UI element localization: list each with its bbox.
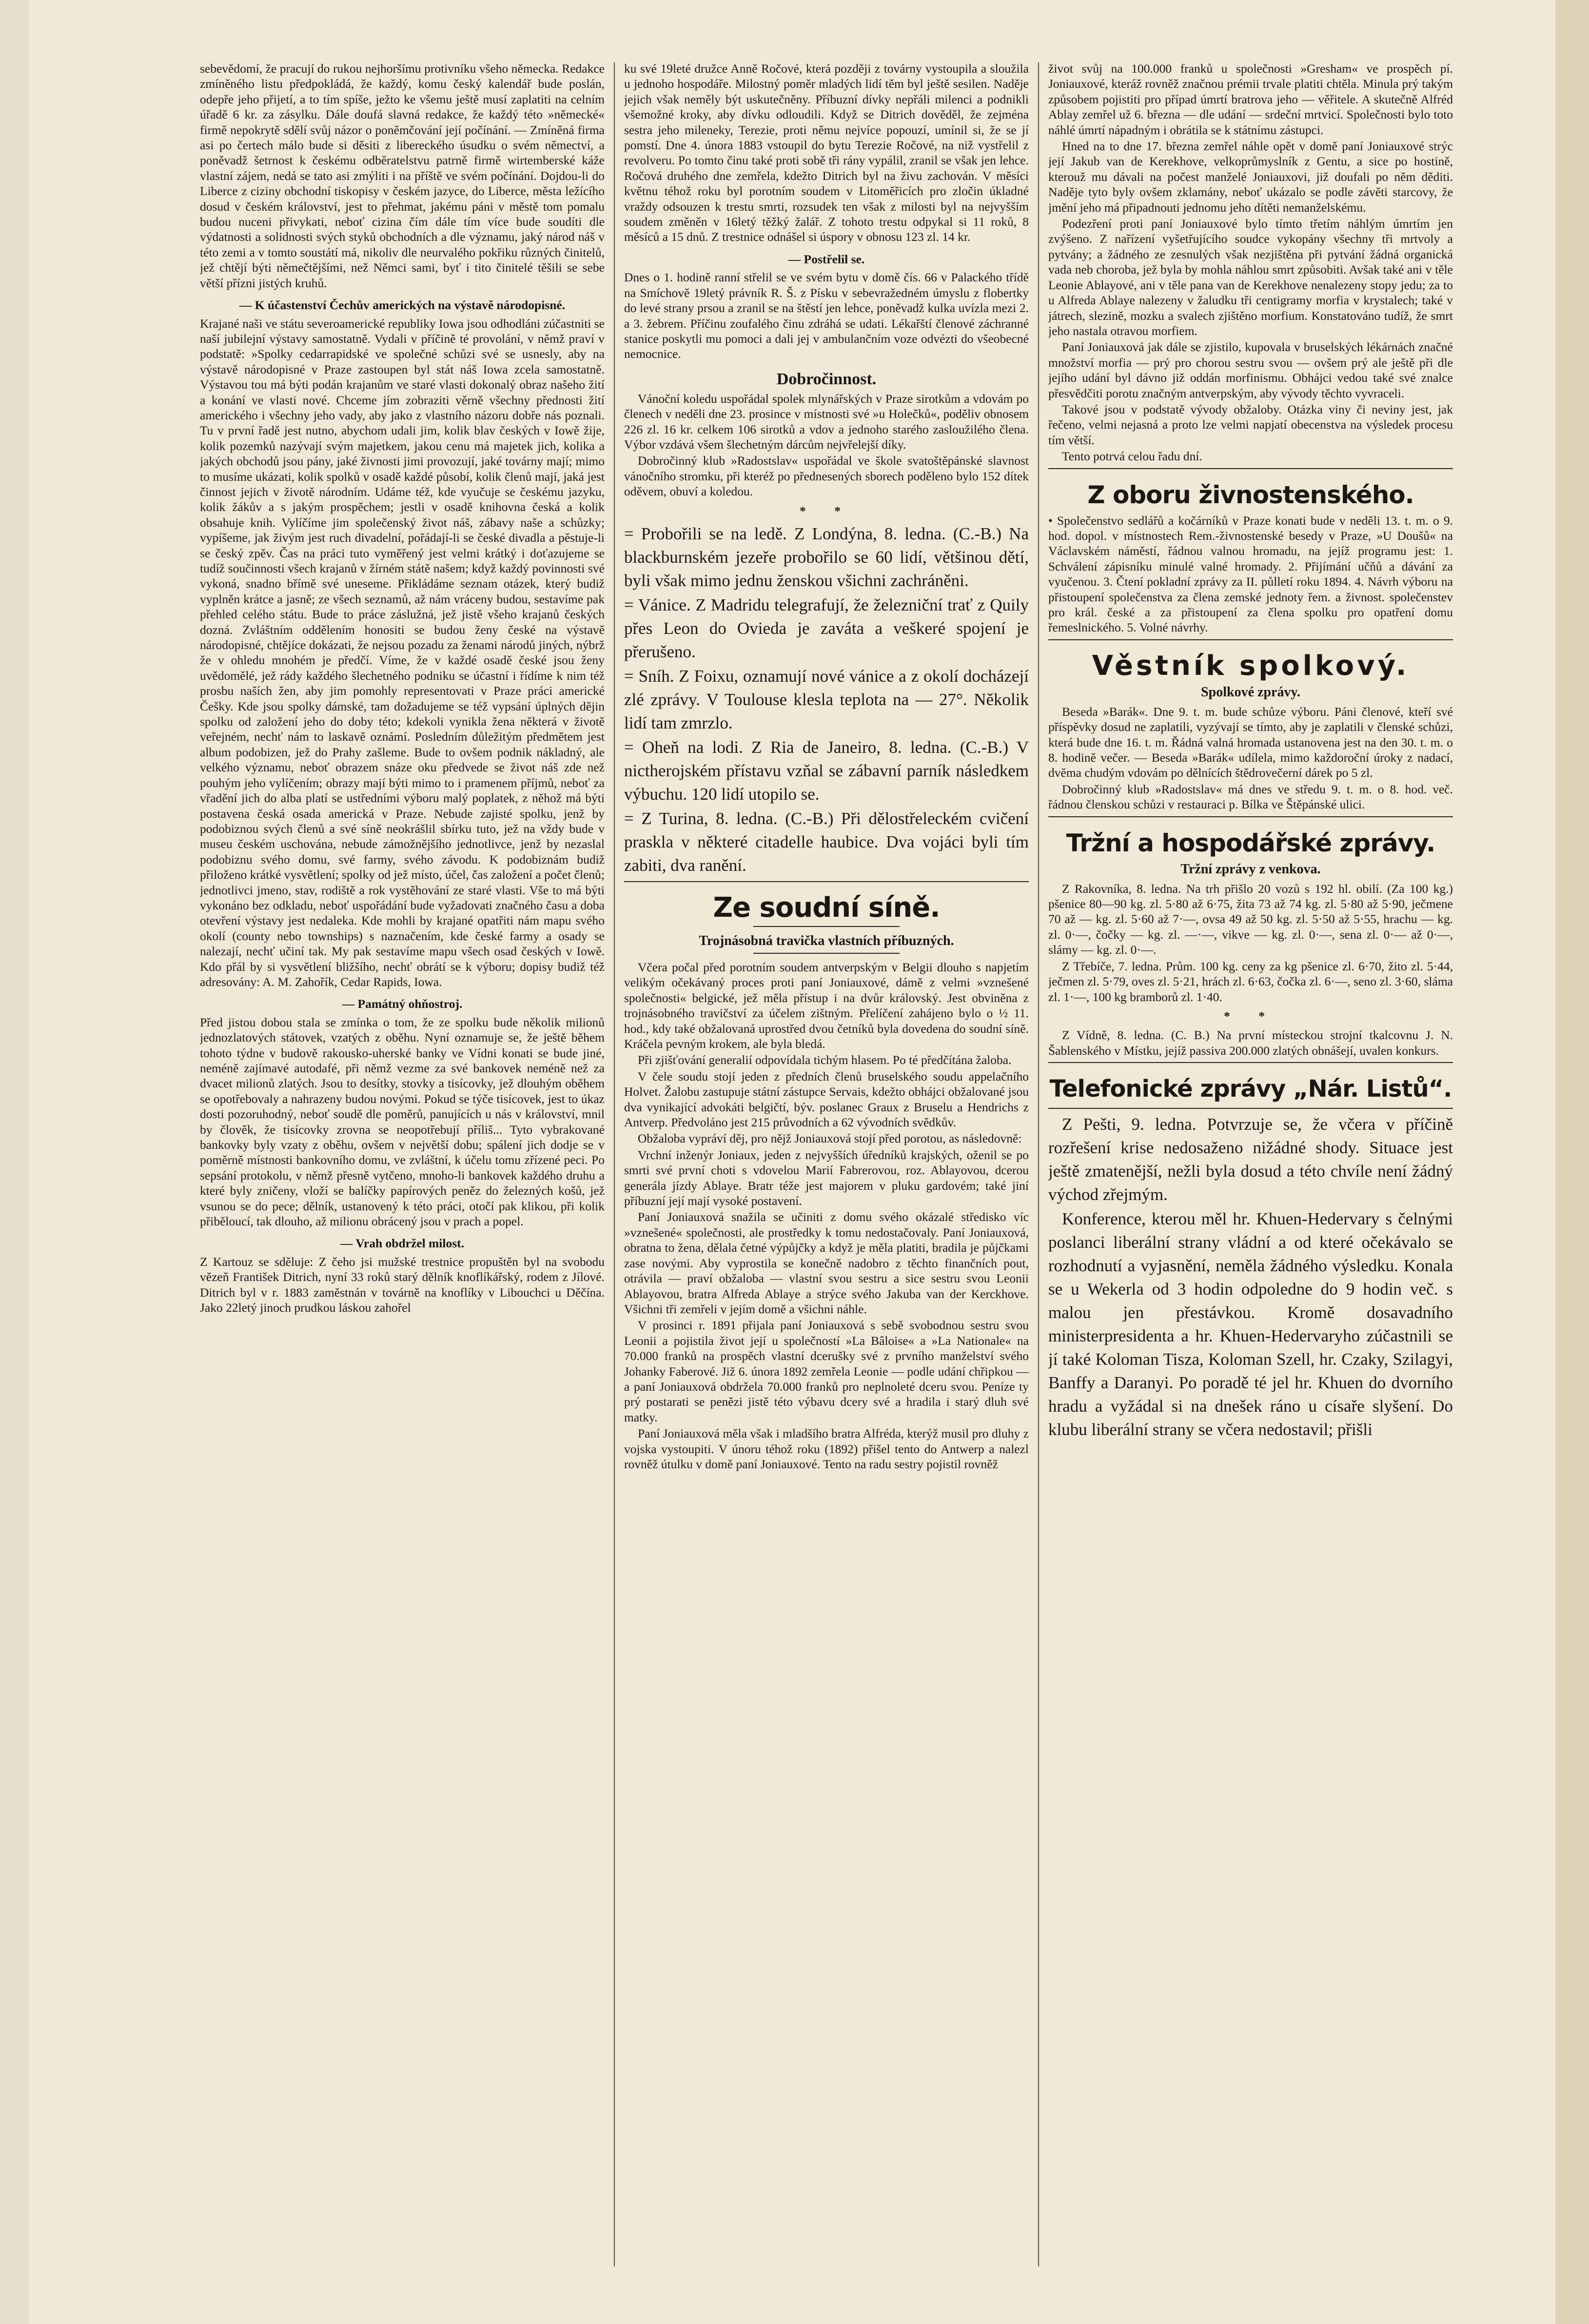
charity-paragraph-1: Vánoční koledu uspořádal spolek mlynářských v Praze sirotkům a vdovám po členech v neděli dne 23. prosince v místnosti své »u Holečků«, poděliv obnosem 226 zl. 16 kr. celkem 106 sirotků a vdov a jednoho starého zasloužilého člena. Výbor vzdává všem šlechetným dárcům nejvřelejší díky.: [624, 391, 1029, 452]
heading-underline: [753, 926, 900, 927]
column-1: [200, 61, 605, 2275]
column-rule-2: [1038, 62, 1039, 2266]
column-3: [1048, 61, 1453, 2275]
paper-right-edge: [1555, 0, 1589, 2324]
column1-paragraph-1: sebevědomí, že pracují do rukou nejhoršímu protivníku všeho německa. Redakce zmíněného listu předpokládá, že každý, komu český kalendář bude poslán, odepře jeho přijetí, a to tím spíše, ježto ke všemu ještě musí zaplatiti na celním úřadě 6 kr. za zásylku. Dále doufá slavná redakce, že každý této »německé« firmě nepokrytě sdělí svůj názor o poněmčování její počínání. — Zmíněná firma asi po čertech málo bude si děsiti z libereckého úsudku o svém němectví, a poněvadž šetrnost k českému odběratelstvu patrně firmě wirtemberské káže vlastní zájem, nedá se tato asi zmýliti i na příště ve svém počínání. Dojdou-li do Liberce z ciziny obchodní tiskopisy v českém jazyce, do Liberce, města ležícího dosud v českém království, jest to přehmat, jakému páni v městě tom pomalu budou nuceni přivykati, neboť cizina čím dále tím více bude soudíti dle výdatnosti a solidnosti svých styků obchodních a dle významu, jaký národ náš v této zemi a v tomto soustátí má, nikoliv dle neurvalého pokřiku různých činitelů, jež chtějí býti němečtějšími, než Němci sami, byť i tito činitelé těšili se sebe větší přízni jistých kruhů.: [200, 61, 605, 290]
article-title-iowa: — K účastenství Čechův amerických na výstavě národopisné.: [239, 298, 566, 313]
column2-paragraph-2: Dnes o 1. hodině ranní střelil se ve svém bytu v domě čís. 66 v Palackého třídě na Smíchově 19letý právník R. Š. z Písku v sebevražedném úmyslu z flobertky do levé strany prsou a zranil se na štěstí jen lehce, poněvadž kulka uvízla mezi 2. a 3. žebrem. Příčinu zoufalého činu zdráhá se udati. Lékařští členové záchranné stanice poskytli mu pomoci a dali jej v ambulančním voze odvézti do všeobecné nemocnice.: [624, 270, 1029, 361]
court-paragraph-8: Paní Joniauxová měla však i mladšího bratra Alfréda, kterýž musil pro dluhy z vojska vystoupiti. V únoru téhož roku (1892) přišel tento do Antwerp a nalezl rovněž útulku v domě paní Joniauxové. Tento na radu sestry pojistil rovněž: [624, 1426, 1029, 1471]
economy-paragraph-1: Z Rakovníka, 8. ledna. Na trh přišlo 20 vozů s 192 hl. obilí. (Za 100 kg.) pšenice 80—90 kg. zl. 5·80 až 6·75, žita 73 až 74 kg. zl. 5·80 až 5·90, ječmene 70 až — kg. zl. 5·60 až 7·—, ovsa 49 až 50 kg. zl. 5·50 až 5·55, hrachu — kg. zl. 0·—, čočky — kg. zl. —·—, vikve — kg. zl. 0·—, sena zl. 0·— až 0·—, slámy — kg. zl. 0·—.: [1048, 881, 1453, 957]
news-item-blizzard: = Vánice. Z Madridu telegrafují, že železniční trať z Quily přes Leon do Ovieda je zaváta a veškeré spojení je přerušeno.: [624, 595, 1029, 661]
news-item-snow: = Sníh. Z Foixu, oznamují nové vánice a z okolí docházejí zlé zprávy. V Toulouse klesla teplota na — 27°. Několik lidí tam zmrzlo.: [624, 666, 1029, 732]
column1-paragraph-4: Z Kartouz se sděluje: Z čeho jsi mužské trestnice propuštěn byl na svobodu vězeň František Ditrich, nyní 33 roků starý dělník knoflíkářský, rodem z Jílové. Ditrich byl v r. 1883 zaměstnán v továrně na knoflíky v Libouchci u Děčína. Jako 22letý jinoch prudkou láskou zahořel: [200, 1254, 605, 1315]
column3-paragraph-2: Hned na to dne 17. března zemřel náhle opět v domě paní Joniauxové strýc její Jakub van de Kerekhove, velkoprůmyslník z Gentu, a sice po hostině, kterouž mu dávali na počest manželé Joniauxovi, již doufali po něm děditi. Naděje tyto byly ovšem zklamány, neboť ukázalo se podle závěti starcovy, že jmění jeho má připadnouti jednomu jeho dítěti nemanželskému.: [1048, 139, 1453, 215]
economy-paragraph-3: Z Vídně, 8. ledna. (C. B.) Na první místeckou strojní tkalcovnu J. N. Šablenského v Místku, jejíž passiva 200.000 zlatých obnášejí, uvalen konkurs.: [1048, 1028, 1453, 1058]
associations-subheading: Spolkové zprávy.: [1201, 684, 1300, 700]
court-paragraph-7: V prosinci r. 1891 přijala paní Joniauxová s sebě svobodnou sestru svou Leonii a pojistila život její u společností »La Bâloise« a »La Nationale« na 70.000 franků na prospěch vlastní dcerušky své z prvního manželství svého Johanky Faberové. Již 6. února 1892 zemřela Leonie — podle udání chřipkou — a paní Joniauxová obdržela 70.000 franků pro neplnoleté dceru svou. Peníze ty prý postarati se penězi jistě této výbavu dcery své a hradila i starý dluh své matky.: [624, 1318, 1029, 1424]
article-title-fireworks: — Památný ohňostroj.: [342, 997, 463, 1011]
court-paragraph-1: Včera počal před porotním soudem antverpským v Belgii dlouho s napjetím velikým očekávaný proces proti paní Joniauxové, dámě z velmi »vznešené společnosti« belgické, jež měla přístup i na dvůr královský. Jest obviněna z trojnásobného travičství za účelem zištným. Přelíčení zahájeno bylo o ½ 11. hod., kdy také obžalovaná uprostřed dvou četníků byla dovedena do soudní síně. Kráčela pevným krokem, ale byla bledá.: [624, 960, 1029, 1051]
section-divider: [1048, 1062, 1453, 1063]
section-heading-associations: Věstník spolkový.: [1092, 650, 1410, 682]
section-divider: [1048, 1108, 1453, 1109]
article-title-pardon: — Vrah obdržel milost.: [340, 1236, 465, 1251]
column3-paragraph-3: Podezření proti paní Joniauxové bylo tímto třetím náhlým úmrtím jen zvýšeno. Z nařízení vyšetřujícího soudce vykopány všechny tři mrtvoly a pytvány; a žádného ze zesnulých však nezjištěna při pytvání žádná organická vada neb choroba, jež byla by mohla náhlou smrt způsobiti. Avšak také ani v těle Leonie Ablayové, ani v těle pana van de Kerekhove nenalezeny stopy jedu; za to u Alfreda Ablaye nalezeny v žaludku tři centigramy morfia v krystalech; také v játrech, slezině, mozku a svalech zjištěno morfium. Konstatováno tudíž, že smrt jeho nastala otravou morfiem.: [1048, 217, 1453, 338]
economy-subheading: Tržní zprávy z venkova.: [1180, 861, 1321, 877]
subheading-underline: [753, 953, 900, 954]
news-item-ship-fire: = Oheň na lodi. Z Ria de Janeiro, 8. ledna. (C.-B.) V nictherojském přístavu vzňal se zábavní parník následkem výbuchu. 120 lidí utopilo se.: [624, 737, 1029, 804]
column1-paragraph-2: Krajané naši ve státu severoamerické republiky Iowa jsou odhodláni zúčastniti se naší jubilejní výstavy samostatně. Vydali v příčině té provolání, v němž praví v podstatě: »Spolky cedarrapidské ve společné schůzi své se usnesly, aby na výstavě národopisné v Praze zastoupen byl stát náš Iowa zcela samostatně. Výstavou tou má býti podán krajanům ve staré vlasti dokonalý obraz našeho žití a konání ve vlasti nové. Chceme jím zobraziti věrně všechny přednosti žití amerického i všechny jeho vady, aby jako z vlastního názoru dobře nás poznali. Tu v první řadě jest nutno, abychom udali jim, kolik blav českých v Iowě žije, kolik pozemků nazývají svým majetkem, jakou cenu má majetek jich, kolika a jakých obchodů jsou pány, jaké živnosti jimi provozují, jaké továrny mají; mimo to musíme ukázati, kolik spolků v osadě každé působí, kolik členů mají, jaká jest činnost jejich v životě národním. Udáme též, kde vyučuje se českému jazyku, kolik žákův a s jakým prospěchem; jestli v osadě knihovna česká a kolik obsahuje knih. Vylíčíme jim společenský život náš, zábavy naše a schůzky; vypíšeme, jak živým jest ruch divadelní, pořádají-li se české divadla a pěstuje-li se český zpěv. Čas na práci tuto vyměřený jest velmi krátký i doťazujeme se tudíž součinnosti všech krajanů v žírném státě našem; když každý povinnosti své vykoná, snadno břímě své uneseme. Přikládáme seznam otázek, který budiž vyplněn krátce a jasně; ze všech seznamů, až nám vráceny budou, sestavíme pak přehled celého státu. Bude to práce záslužná, jež jistě všeho krajanů českých dozná. Zvláštním oddělením honositi se budou ženy české na výstavě národopisné, chtějíce dokázati, že nejsou pozadu za ženami národů jiných, nýbrž že v ohledu mnohém je předčí. Víme, že v každé osadě české jsou ženy uvědomělé, jež rády každého šlechetného podniku se účastní i řídíme k nim též prosbu naších žen, aby jim pomohly representovati v Praze práci americké Češky. Kde jsou spolky dámské, tam dožadujeme se též vypsání úplných dějin spolku od založení jeho do doby této; kdekoli vynikla žena některá v životě veřejném, nechť nám to laskavě oznámí. Posledním důležitým předmětem jest album podobizen, jež do Prahy zašleme. Bude to ovšem podnik nákladný, ale velkého významu, neboť obrazem snáze oku předvede se život náš zde než pouhým jeho vylíčením; obrazy mají býti mimo to i pramenem příjmů, neboť za vřadění jich do alba platí se ustředními výboru malý poplatek, z něhož má býti postavena česká osada americká v Praze. Nebude zajisté spolku, jenž by podobiznou svých členů a své síně neokrášlil sbírku tuto, jež na vždy bude v museu českém uschována, nebude zámožnějšího jednotlivce, jenž by nezaslal podobiznu svého domu, své farmy, svého závodu. K podobiznám budiž přiloženo krátké vysvětlení; spolky od jež místo, účel, čas založení a počet členů; jednotlivci jmeno, stav, rodiště a rok vystěhování ze staré vlasti. Vše to má býti vykonáno bez odkladu, neboť uspořádání bude vyžadovati značného času a doba otevření výstavy jest nedaleka. Kde mohli by krajané opatřiti nám mapu svého okolí (county nebo townships) s naznačením, kde české farmy a osady se nalezají, nechť učiní tak. My pak sestavíme mapu všech osad českých v Iowě. Kdo přál by si vysvětlení bližšího, nechť obrátí se k výboru; dopisy budiž též adresovány: A. M. Zahořík, Cedar Rapids, Iowa.: [200, 316, 605, 989]
column-2: [624, 61, 1029, 2275]
column1-paragraph-3: Před jistou dobou stala se zmínka o tom, že ze spolku bude několik milionů jednozlatových státovek, vzatých z oběhu. Nyní oznamuje se, že ještě během tohoto týdne v budově rakousko-uherské banky ve Vídni konati se bude jiné, neméně zajímavé autodafé, při němž vezme za své bankovek neméně než za dvacet milionů zlatých. Jsou to desítky, stovky a tisícovky, jež dlouhým oběhem se opotřebovaly a nahrazeny budou novými. Pokud se týče tisícovek, jest to úkaz dosti pozoruhodný, neboť soudě dle poměrů, panujících u nás v království, mnil by člověk, že tisícovky zrovna se neopotřebují příliš... Tyto vybrakované bankovky byly vzaty z oběhu, ovšem v největší dobu; spálení jich dodje se v poměrně místnosti bankovního domu, ve zvláštní, k účelu tomu zřízené peci. Po sepsání protokolu, v němž přesně vytčeno, mnoho-li bankovek každého druhu a které byly zničeny, vloží se balíčky papírových peněz do železných košů, jež vsunou se do pece; dělník, ustanovený k této práci, otočí pak klikou, při kolik přiběloucí, tak dlouho, až milionu obrácený jsou v prach a popel.: [200, 1015, 605, 1229]
section-divider: [624, 881, 1029, 882]
charity-paragraph-2: Dobročinný klub »Radostslav« uspořádal ve školе svatoštěpánské slavnost vánočního stromku, při kteréž po přednesených sborech poděleno bylo 152 dítek oděvem, obuví a koledou.: [624, 453, 1029, 499]
economy-paragraph-2: Z Třebíče, 7. ledna. Prům. 100 kg. ceny za kg pšenice zl. 6·70, žito zl. 5·44, ječmen zl. 5·79, oves zl. 5·21, hrách zl. 6·63, čočka zl. 6·—, seno zl. 3·60, sláma zl. 1·—, 100 kg bramborů zl. 1·40.: [1048, 959, 1453, 1004]
section-heading-charity: Dobročinnost.: [776, 370, 877, 388]
news-item-turin: = Z Turina, 8. ledna. (C.-B.) Při dělostřeleckém cvičení praskla v některé citadelle haubice. Dva vojáci byli tím zabiti, dva ranění.: [624, 808, 1029, 875]
column3-paragraph-6: Tento potrvá celou řadu dní.: [1062, 449, 1202, 464]
section-divider: [1048, 816, 1453, 817]
column2-paragraph-1: ku své 19leté družce Anně Ročové, která později z továrny vystoupila a sloužila u jednoho hospodáře. Milostný poměr mladých lidí těm byl ještě sesilen. Naděje jejich však neměly být uskutečněny. Příbuzní dívky nepřáli milenci a podnikli všemožné kroky, aby dívku odloudili. Když se Ditrich dověděl, že zejména sestra jeho mileneky, Terezie, proti němu nejvíce popouzí, umínil si, že se jí pomstí. Dne 4. února 1883 vstoupil do bytu Terezie Ročové, na niž vystřelil z revolveru. Po tomto činu také proti sobě tři rány vypálil, zranil se však jen lehce. Ročová druhého dne zemřela, kdežto Ditrich byl na živu zachován. V měsíci květnu téhož roku byl porotním soudem v Litoměřicích pro zločin úkladné vraždy odsouzen k trestu smrti, rozsudek ten však z milosti byl na nejvyšším soudem změněn v 16letý těžký žalář. Z tohoto trestu odpykal si 11 roků, 8 měsíců a 15 dnů. Z trestnice odnášel si úspory v obnosu 123 zl. 14 kr.: [624, 61, 1029, 244]
telephone-paragraph-2: Konference, kterou měl hr. Khuen-Hedervary s čelnými poslanci liberální strany vládní a od které očekávalo se rozhodnutí a vyjasnění, neměla žádného výsledku. Konala se u Wekerla od 3 hodin odpoledne do 9 hodin več. s malou jen přestávkou. Kromě dosavadního ministerpresidenta a hr. Khuen-Hedervaryho zúčastnili se jí také Koloman Tisza, Koloman Szell, hr. Czaky, Szilagyi, Banffy a Daranyi. Po poradě té jel hr. Khuen do dvorního hradu a vyžádal si na dnešek ráno u císaře slyšení. Do klubu liberální strany se včera nedostavil; přišli: [1048, 1209, 1453, 1439]
paper-left-margin: [0, 0, 29, 2324]
court-paragraph-4: Obžaloba vypráví děj, pro nějž Joniauxová stojí před porotou, as následovně:: [638, 1131, 1022, 1146]
section-divider: [1048, 468, 1453, 469]
column-rule-1: [614, 62, 615, 2266]
court-paragraph-6: Paní Joniauxová snažila se učiniti z domu svého okázalé středisko víc »vznešené« společnosti, ale prostředky k tomu nedostačovaly. Paní Joniauxová, obratna to žena, dělala četné výpůjčky a když je měla platiti, bradila je půjčkami zase novými. Aby vyprostila se konečně nadobro z těchto finančních pout, otrávila — praví obžaloba — vlastní svou sestru a sice sestru svou Leonii Ablayovou, bratra Alfreda Ablaye a strýce svého Jakuba van der Kerckhove. Všichni tři zemřeli v jejím domě a všichni náhle.: [624, 1210, 1029, 1316]
associations-paragraph-1: Beseda »Barák«. Dne 9. t. m. bude schůze výboru. Páni členové, kteří své příspěvky dosud ne zaplatili, vyzývají se tímto, aby je zaplatili v členské schůzi, která bude dne 16. t. m. Řádná valná hromada ustanovena jest na den 30. t. m. o 8. hodině večer. — Beseda »Barák« udílela, mimo každoroční úroky z nadací, dvěma chudým vdovám po dělnících štědrovečerní dárek po 5 zl.: [1048, 704, 1453, 780]
column3-paragraph-1: život svůj na 100.000 franků u společnosti »Gresham« ve prospěch pí. Joniauxové, kteráž rovněž značnou prémii trvale platiti chtěla. Minula prý takým způsobem pojistiti pro případ úmrtí bratrova jeho — věřitele. A skutečně Alfréd Ablay zemřel už 6. března — dle udání — srdeční mrtvicí. Společnosti bylo toto náhlé úmrtí nápadným i obrátila se k státnímu zástupci.: [1048, 61, 1453, 137]
separator-stars: * *: [800, 503, 853, 518]
separator-stars: * *: [1224, 1008, 1277, 1023]
court-paragraph-3: V čele soudu stojí jeden z předních členů bruselského soudu appelačního Holvet. Žalobu zastupuje státní zástupce Servais, kdežto obhájci obžalované jsou dva vynikající advokáti belgičtí, býv. poslanec Graux z Bruselu a Hendrichs z Antverp. Předvoláno jest 215 průvodních a 62 vývodních svědkův.: [624, 1069, 1029, 1130]
court-article-title: Trojnásobná travička vlastních příbuzných.: [699, 933, 954, 948]
section-heading-telephone: Telefonické zprávy „Nár. Listů“.: [1049, 1075, 1452, 1103]
section-divider: [1048, 639, 1453, 640]
section-heading-court: Ze soudní síně.: [713, 891, 940, 924]
court-paragraph-2: Při zjišťování generalií odpovídala tichým hlasem. Po té předčítána žaloba.: [638, 1053, 1012, 1067]
column3-paragraph-5: Takové jsou v podstatě vývody obžaloby. Otázka viny či neviny jest, jak řečeno, velmi nejasná a proto lze velmi napjatí obecenstva na výsledek procesu tím větší.: [1048, 402, 1453, 447]
court-paragraph-5: Vrchní inženýr Joniaux, jeden z nejvyšších úředníků krajských, oženil se po smrti své první choti s vdovelou Marií Fabrerovou, roz. Ablayovou, dcerou generála jízdy Ablaye. Bratr téže jest majorem v pluku gardovém; také jiní příbuzní její mají vysoké postavení.: [624, 1147, 1029, 1208]
telephone-paragraph-1: Z Pešti, 9. ledna. Potvrzuje se, že včera v příčině rozřešení krise nedosaženo nižádné shody. Situace jest ještě zmatenější, nežli byla dosud a této chvíle není žádný východ zřejmým.: [1048, 1115, 1453, 1204]
article-title-shot: — Postřelil se.: [788, 252, 865, 266]
column3-paragraph-4: Paní Joniauxová jak dále se zjistilo, kupovala v bruselských lékárnách značné množství morfia — prý pro chorou sestru svou — ovšem prý ale ještě při dle jejího udání byl dávno již oddán morfinismu. Obhájci vedou také své znalce přesvědčiti porotu značným antverpským, aby vývody těchto vyvraceli.: [1048, 340, 1453, 400]
news-item-ice: = Probořili se na ledě. Z Londýna, 8. ledna. (C.-B.) Na blackburnském jezeře probořilo se 60 lidí, většinou dětí, byli však mimo jednu ženskou všichni zachráněni.: [624, 524, 1029, 590]
section-heading-economy: Tržní a hospodářské zprávy.: [1066, 828, 1435, 857]
trade-paragraph-1: • Společenstvo sedlářů a kočárníků v Praze konati bude v neděli 13. t. m. o 9. hod. dopol. v místnostech Rem.-živnostenské besedy v Praze, »U Doušů« na Václavském náměstí, řádnou valnou hromadu, na jejíž programu jest: 1. Schválení zápisníku minulé valné hromady. 2. Přijímání učňů a dávání za vyučenou. 3. Čtení pokladní zprávy za II. půlletí roku 1894. 4. Návrh výboru na přistoupení společenstva za člena zemské jednoty řem. a živnost. společenstev pro král. české a za přistoupení za člena spolku pro opatření domu řemeslnického. 5. Volné návrhy.: [1048, 513, 1453, 635]
section-heading-trade: Z oboru živnostenského.: [1087, 480, 1414, 509]
associations-paragraph-2: Dobročinný klub »Radostslav« má dnes ve středu 9. t. m. o 8. hod. več. řádnou členskou schůzi v restauraci p. Bílka ve Štěpánské ulici.: [1048, 782, 1453, 812]
